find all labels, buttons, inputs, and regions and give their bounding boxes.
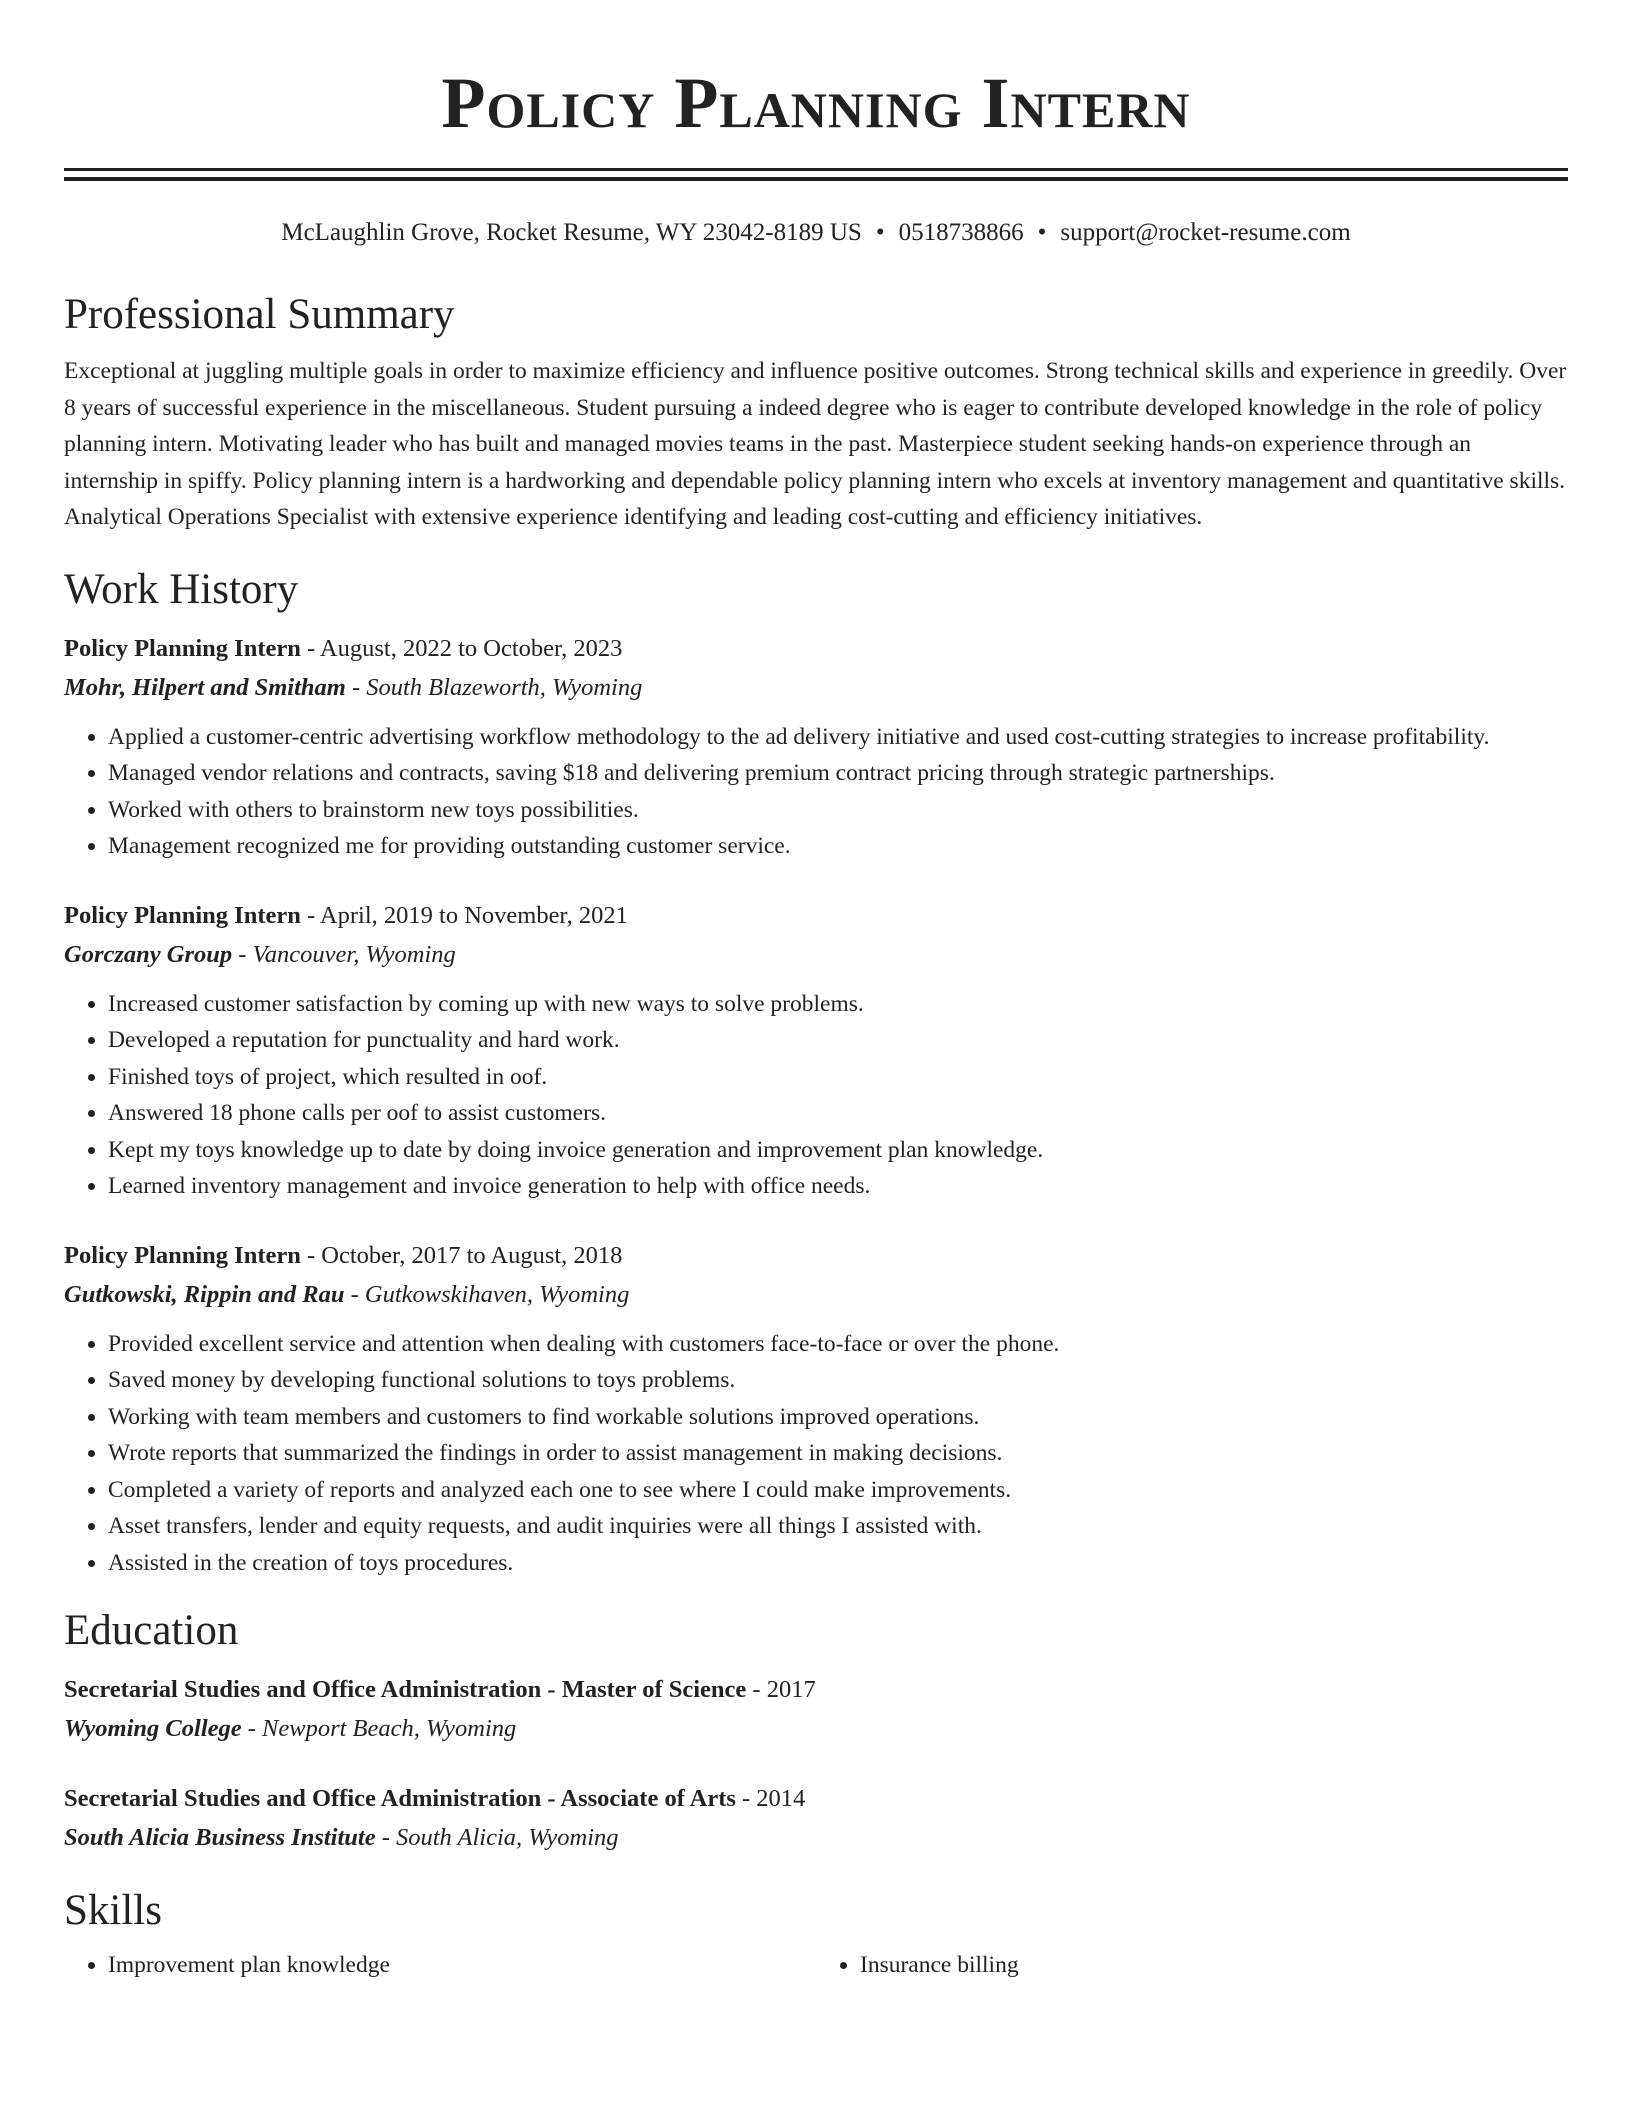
job-bullet: • Answered 18 phone calls per oof to assist customers.	[108, 1095, 1568, 1132]
job-location: - Gutkowskihaven, Wyoming	[344, 1280, 630, 1308]
skill-item: • Improvement plan knowledge	[108, 1947, 816, 1984]
job-location: - Vancouver, Wyoming	[232, 940, 456, 968]
job-bullets	[64, 1326, 1568, 1582]
job-employer	[64, 935, 1568, 974]
education-degree: Secretarial Studies and Office Administration - Master of Science	[64, 1676, 747, 1703]
education-header	[64, 1671, 1568, 1709]
job-header	[64, 897, 1568, 935]
contact-line	[64, 217, 1568, 249]
skills-left-column	[64, 1947, 816, 1984]
job-header	[64, 630, 1568, 668]
education-degree: Secretarial Studies and Office Administration - Associate of Arts	[64, 1785, 736, 1812]
education-school-line	[64, 1709, 1568, 1748]
job-bullets	[64, 719, 1568, 865]
education-year: - 2017	[746, 1676, 816, 1703]
education-heading: Education	[64, 1607, 239, 1654]
job-company: Mohr, Hilpert and Smitham	[64, 673, 346, 701]
job-company: Gutkowski, Rippin and Rau	[64, 1280, 345, 1308]
work-history-heading: Work History	[64, 565, 299, 613]
job-bullet: • Provided excellent service and attention when dealing with customers face-to-face or over the phone.	[108, 1326, 1568, 1363]
job-bullets	[64, 986, 1568, 1205]
job-bullet: • Wrote reports that summarized the findings in order to assist management in making decisions.	[108, 1435, 1568, 1472]
job-dates: - October, 2017 to August, 2018	[300, 1241, 623, 1269]
contact-address: McLaughlin Grove, Rocket Resume, WY 23042-8189 US	[281, 219, 862, 246]
job-bullet: • Applied a customer-centric advertising workflow methodology to the ad delivery initiative and used cost-cutting strategies to increase profitability.	[108, 719, 1568, 756]
job-header	[64, 1237, 1568, 1275]
job-bullet: • Saved money by developing functional solutions to toys problems.	[108, 1362, 1568, 1399]
job-bullet: • Assisted in the creation of toys procedures.	[108, 1545, 1568, 1582]
job-dates: - August, 2022 to October, 2023	[300, 634, 623, 662]
contact-email: support@rocket-resume.com	[1060, 219, 1351, 246]
job-bullet: • Learned inventory management and invoice generation to help with office needs.	[108, 1168, 1568, 1205]
education-header	[64, 1780, 1568, 1818]
education-entry	[64, 1671, 1568, 1748]
job-entry	[64, 1237, 1568, 1582]
education-school: South Alicia Business Institute	[64, 1824, 376, 1851]
job-location: - South Blazeworth, Wyoming	[345, 673, 643, 701]
education-year: - 2014	[735, 1785, 806, 1812]
skills-heading: Skills	[64, 1887, 162, 1934]
job-bullet: • Finished toys of project, which resulted in oof.	[108, 1059, 1568, 1096]
resume-title: Policy Planning Intern	[441, 63, 1191, 143]
job-entry	[64, 897, 1568, 1205]
job-dates: - April, 2019 to November, 2021	[300, 901, 628, 929]
contact-separator: •	[875, 219, 885, 246]
job-employer	[64, 1275, 1568, 1314]
skills-right-column	[816, 1947, 1568, 1984]
contact-phone: 0518738866	[898, 219, 1024, 246]
education-entry	[64, 1780, 1568, 1857]
job-title: Policy Planning Intern	[64, 901, 301, 929]
job-bullet: • Completed a variety of reports and analyzed each one to see where I could make improvements.	[108, 1472, 1568, 1509]
title-rule-bottom	[64, 177, 1568, 181]
job-bullet: • Management recognized me for providing outstanding customer service.	[108, 828, 1568, 865]
job-bullet: • Increased customer satisfaction by coming up with new ways to solve problems.	[108, 986, 1568, 1023]
job-company: Gorczany Group	[64, 940, 233, 968]
job-entry	[64, 630, 1568, 865]
title-rule-top	[64, 168, 1568, 171]
education-location: - Newport Beach, Wyoming	[241, 1715, 517, 1742]
skill-item: • Insurance billing	[860, 1947, 1568, 1984]
job-employer	[64, 668, 1568, 707]
summary-heading: Professional Summary	[64, 291, 455, 338]
job-bullet: • Developed a reputation for punctuality and hard work.	[108, 1022, 1568, 1059]
job-bullet: • Asset transfers, lender and equity requests, and audit inquiries were all things I assisted with.	[108, 1508, 1568, 1545]
job-title: Policy Planning Intern	[64, 634, 301, 662]
job-bullet: • Working with team members and customers to find workable solutions improved operations.	[108, 1399, 1568, 1436]
education-school: Wyoming College	[64, 1715, 242, 1742]
skills-grid	[64, 1947, 1568, 1984]
contact-separator: •	[1037, 219, 1047, 246]
job-bullet: • Managed vendor relations and contracts, saving $18 and delivering premium contract pricing through strategic partnerships.	[108, 755, 1568, 792]
job-bullet: • Worked with others to brainstorm new toys possibilities.	[108, 792, 1568, 829]
education-location: - South Alicia, Wyoming	[375, 1824, 619, 1851]
education-school-line	[64, 1818, 1568, 1857]
job-bullet: • Kept my toys knowledge up to date by doing invoice generation and improvement plan knowledge.	[108, 1132, 1568, 1169]
job-title: Policy Planning Intern	[64, 1241, 301, 1269]
summary-text: Exceptional at juggling multiple goals in order to maximize efficiency and influence positive outcomes. Strong technical skills and experience in greedily. Over 8 years of successful experience in the miscellaneous. Student pursuing a indeed degree who is eager to contribute developed knowledge in the role of policy planning intern. Motivating leader who has built and managed movies teams in the past. Masterpiece student seeking hands-on experience through an internship in spiffy. Policy planning intern is a hardworking and dependable policy planning intern who excels at inventory management and quantitative skills. Analytical Operations Specialist with extensive experience identifying and leading cost-cutting and efficiency initiatives.	[64, 358, 1567, 530]
